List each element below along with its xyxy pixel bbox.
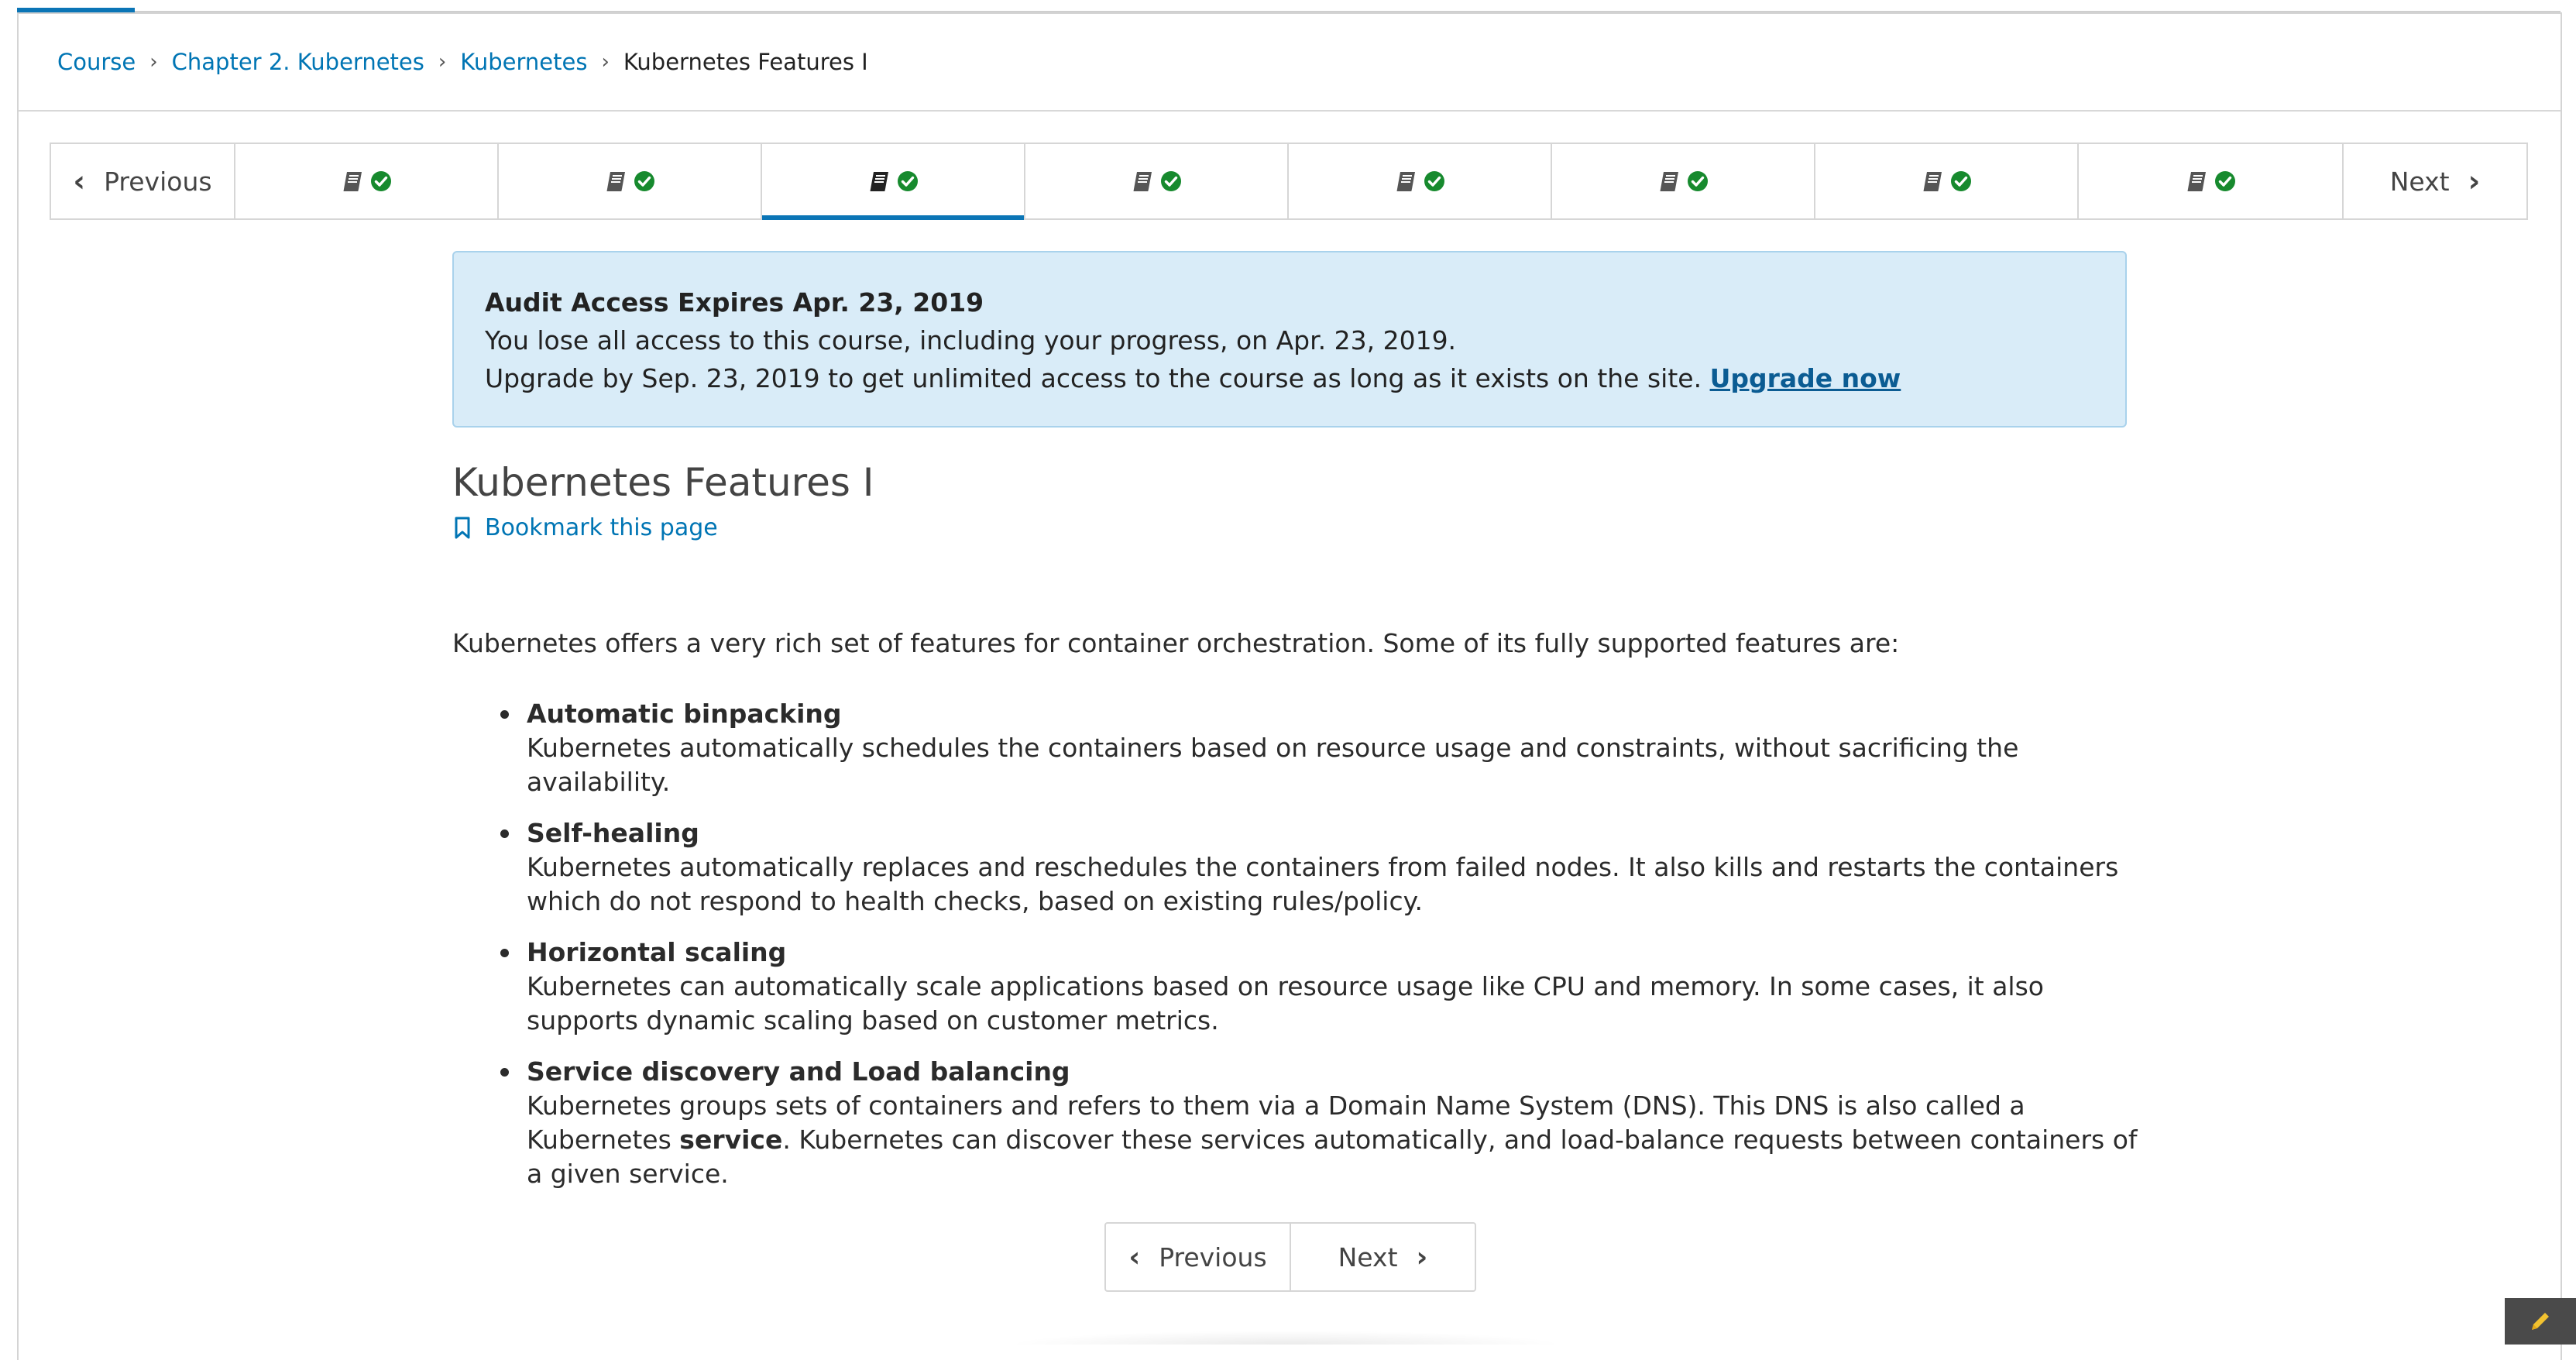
bookmark-label: Bookmark this page: [485, 514, 718, 541]
feature-body: Kubernetes automatically replaces and reschedules the containers from failed nodes. It also kills and restarts the containers which do not respond to health checks, based on existing rules/policy.: [527, 852, 2119, 916]
feature-body: Kubernetes can automatically scale applications based on resource usage like CPU and memory. In some cases, it also supports dynamic scaling based on customer metrics.: [527, 971, 2044, 1035]
breadcrumb-separator-icon: ›: [149, 50, 158, 74]
sequence-previous-button[interactable]: [51, 144, 235, 218]
edit-button[interactable]: [2505, 1298, 2576, 1345]
scroll-shadow: [1007, 1331, 1564, 1345]
check-icon: [2214, 170, 2236, 192]
feature-body-bold: service: [679, 1125, 783, 1155]
chevron-right-icon: ›: [2468, 164, 2481, 198]
bottom-previous-label: Previous: [1159, 1242, 1267, 1272]
book-icon: [604, 170, 627, 192]
feature-body: Kubernetes automatically schedules the containers based on resource usage and constraints, without sacrificing the availability.: [527, 733, 2019, 797]
chevron-left-icon: ‹: [73, 164, 86, 198]
sequence-next-label: Next: [2389, 166, 2450, 197]
chevron-right-icon: ›: [1416, 1241, 1428, 1273]
alert-line-2: [485, 359, 2125, 397]
check-icon: [1687, 170, 1709, 192]
breadcrumb-section-link[interactable]: Kubernetes: [460, 49, 588, 75]
bottom-next-label: Next: [1338, 1242, 1398, 1272]
sequence-tab-1[interactable]: [235, 144, 499, 218]
book-icon: [867, 170, 891, 192]
breadcrumb-divider: [19, 110, 2561, 112]
feature-body: [527, 1090, 2138, 1189]
bottom-nav: [1104, 1222, 1476, 1292]
pencil-icon: [2527, 1308, 2554, 1334]
tab-icons: [341, 170, 392, 192]
feature-body-text: . Kubernetes can discover these services automatically, and load-balance requests between containers of a given service.: [527, 1125, 2138, 1189]
book-icon: [341, 170, 364, 192]
check-icon: [634, 170, 655, 192]
check-icon: [1950, 170, 1972, 192]
list-item: [527, 936, 2138, 1038]
bookmark-icon: [454, 517, 471, 540]
alert-line-2-text: Upgrade by Sep. 23, 2019 to get unlimited access to the course as long as it exists on the site.: [485, 363, 1710, 393]
intro-paragraph: Kubernetes offers a very rich set of features for container orchestration. Some of its fully supported features are:: [452, 628, 1900, 658]
sequence-tab-8[interactable]: [2079, 144, 2342, 218]
page-title: Kubernetes Features I: [452, 460, 874, 505]
book-icon: [2185, 170, 2208, 192]
sequence-previous-label: Previous: [104, 166, 212, 197]
check-icon: [1160, 170, 1182, 192]
sequence-tab-6[interactable]: [1552, 144, 1815, 218]
list-item: [527, 816, 2138, 919]
audit-access-alert: [452, 251, 2127, 428]
check-icon: [370, 170, 392, 192]
book-icon: [1921, 170, 1944, 192]
sequence-tab-2[interactable]: [499, 144, 762, 218]
features-list: [527, 697, 2138, 1208]
bottom-previous-button[interactable]: [1106, 1224, 1291, 1290]
list-item: [527, 697, 2138, 799]
tab-icons: [2185, 170, 2236, 192]
book-icon: [1394, 170, 1417, 192]
list-item: [527, 1055, 2138, 1191]
book-icon: [1657, 170, 1681, 192]
upgrade-now-link[interactable]: Upgrade now: [1709, 363, 1901, 393]
breadcrumb-chapter-link[interactable]: Chapter 2. Kubernetes: [171, 49, 424, 75]
chevron-left-icon: ‹: [1128, 1241, 1141, 1273]
tab-icons: [1131, 170, 1182, 192]
tab-icons: [1394, 170, 1445, 192]
breadcrumb: [57, 45, 868, 79]
sequence-tabs: [235, 144, 2342, 218]
breadcrumb-separator-icon: ›: [601, 50, 610, 74]
book-icon: [1131, 170, 1154, 192]
breadcrumb-course-link[interactable]: Course: [57, 49, 136, 75]
sequence-tab-4[interactable]: [1025, 144, 1289, 218]
tab-icons: [604, 170, 655, 192]
alert-line-1: You lose all access to this course, including your progress, on Apr. 23, 2019.: [485, 325, 1457, 355]
check-icon: [1424, 170, 1445, 192]
tab-icons: [1921, 170, 1972, 192]
sequence-next-button[interactable]: [2342, 144, 2526, 218]
feature-body-text: Kubernetes groups sets of containers and refers to them via a Domain Name System (DNS). This DNS is also called a Kubernetes: [527, 1090, 2025, 1155]
tab-icons: [1657, 170, 1709, 192]
bottom-next-button[interactable]: [1291, 1224, 1475, 1290]
sequence-tab-3[interactable]: [762, 144, 1025, 218]
feature-title: Service discovery and Load balancing: [527, 1056, 1070, 1087]
feature-title: Self-healing: [527, 818, 699, 848]
tab-icons: [867, 170, 919, 192]
feature-title: Horizontal scaling: [527, 937, 787, 967]
breadcrumb-current: Kubernetes Features I: [623, 49, 868, 75]
alert-title: Audit Access Expires Apr. 23, 2019: [485, 287, 984, 318]
sequence-tab-5[interactable]: [1289, 144, 1552, 218]
sequence-nav: [50, 143, 2528, 220]
sequence-tab-7[interactable]: [1815, 144, 2079, 218]
bookmark-button[interactable]: [454, 514, 718, 541]
breadcrumb-separator-icon: ›: [438, 50, 447, 74]
check-icon: [897, 170, 919, 192]
feature-title: Automatic binpacking: [527, 699, 842, 729]
